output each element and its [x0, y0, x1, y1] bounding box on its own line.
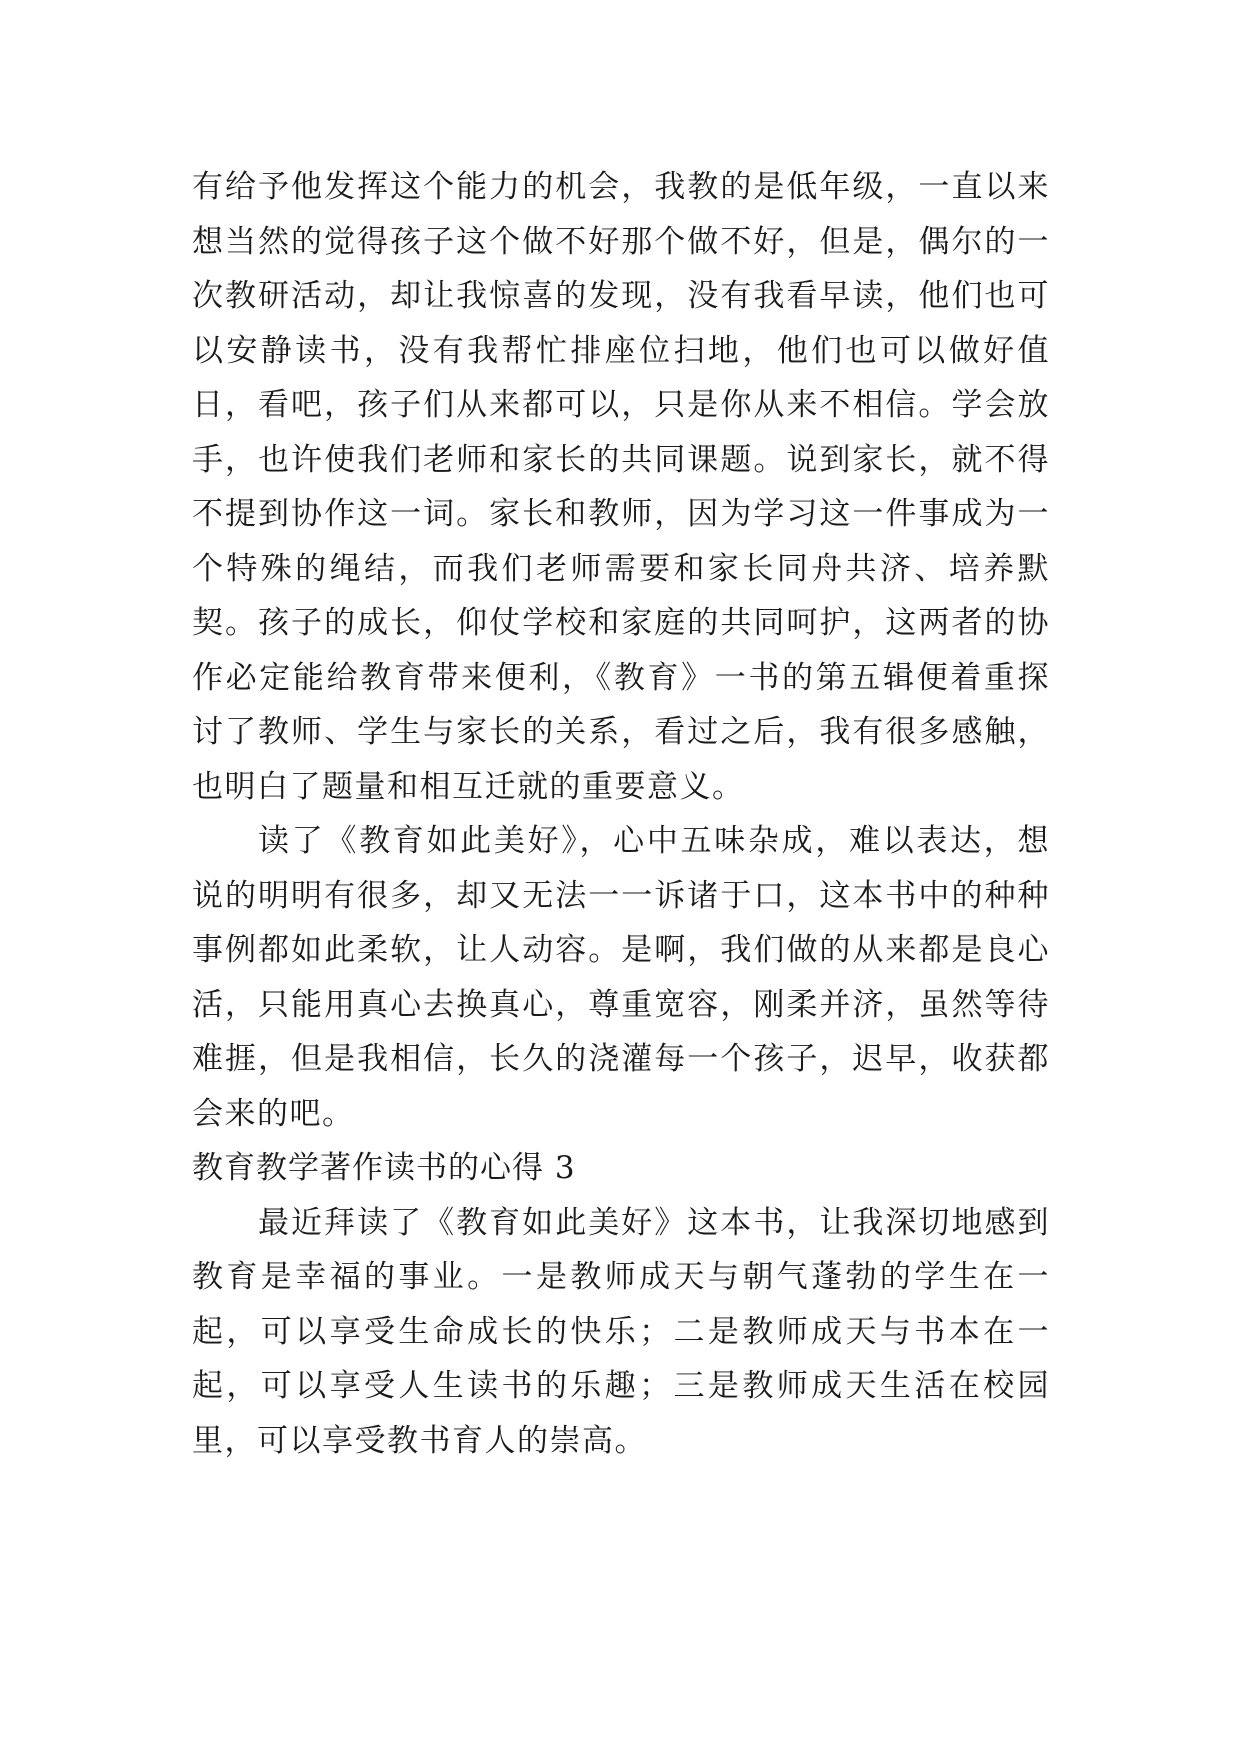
body-paragraph: 读了《教育如此美好》，心中五味杂成，难以表达，想说的明明有很多，却又无法一一诉诸于口，这本书中的种种事例都如此柔软，让人动容。是啊，我们做的从来都是良心活，只能用真心去换真心，尊重宽容，刚柔并济，虽然等待难捱，但是我相信，长久的浇灌每一个孩子，迟早，收获都会来的吧。	[192, 823, 1050, 1132]
body-paragraph: 最近拜读了《教育如此美好》这本书，让我深切地感到教育是幸福的事业。一是教师成天与朝气蓬勃的学生在一起，可以享受生命成长的快乐；二是教师成天与书本在一起，可以享受人生读书的乐趣；三是教师成天生活在校园里，可以享受教书育人的崇高。	[192, 1204, 1050, 1459]
document-body	[192, 160, 1050, 1468]
body-paragraph: 有给予他发挥这个能力的机会，我教的是低年级，一直以来想当然的觉得孩子这个做不好那个做不好，但是，偶尔的一次教研活动，却让我惊喜的发现，没有我看早读，他们也可以安静读书，没有我帮忙排座位扫地，他们也可以做好值日，看吧，孩子们从来都可以，只是你从来不相信。学会放手，也许使我们老师和家长的共同课题。说到家长，就不得不提到协作这一词。家长和教师，因为学习这一件事成为一个特殊的绳结，而我们老师需要和家长同舟共济、培养默契。孩子的成长，仰仗学校和家庭的共同呵护，这两者的协作必定能给教育带来便利，《教育》一书的第五辑便着重探讨了教师、学生与家长的关系，看过之后，我有很多感触，也明白了题量和相互迁就的重要意义。	[192, 169, 1050, 805]
section-heading: 教育教学著作读书的心得 3	[192, 1150, 576, 1186]
